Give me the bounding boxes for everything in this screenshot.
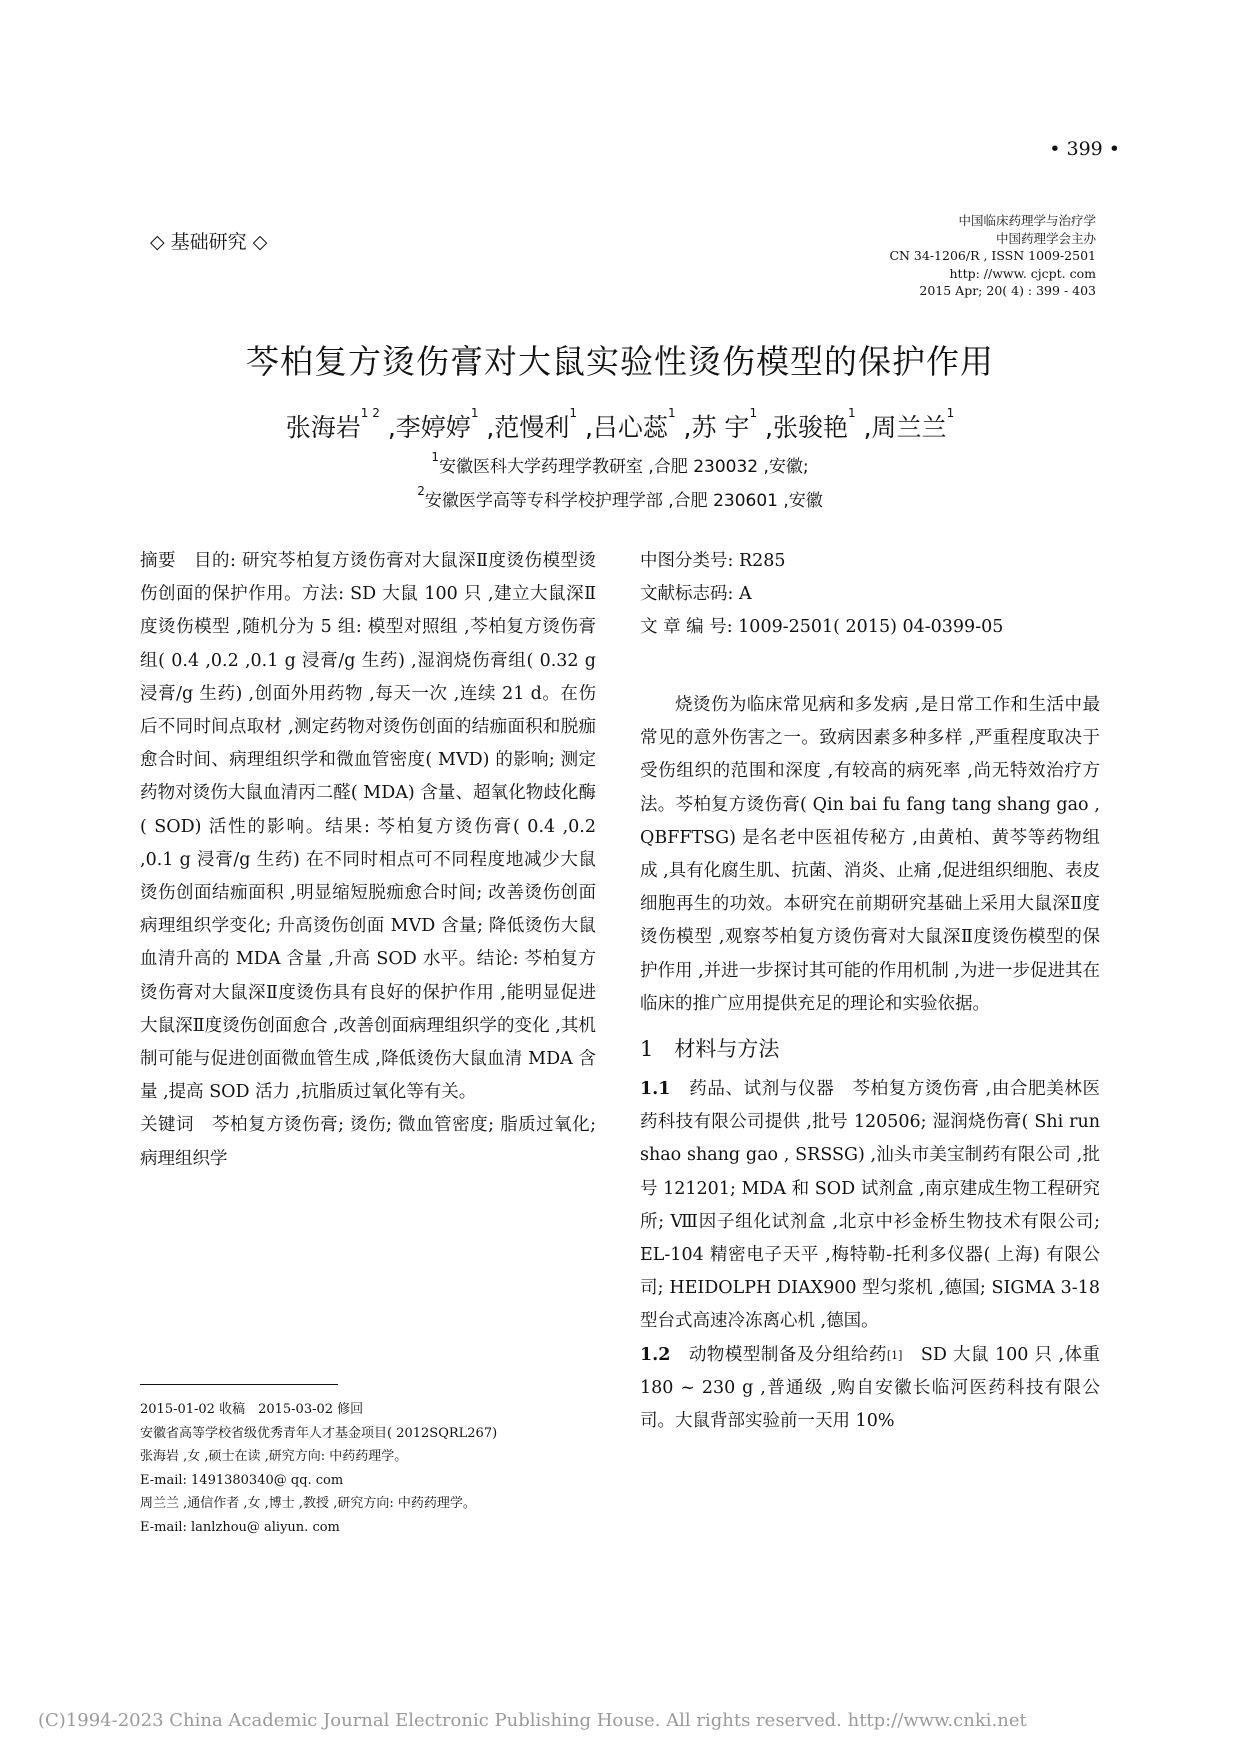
author-affil-sup: 1 2 bbox=[360, 406, 380, 420]
author-name: 苏 宇 bbox=[691, 413, 750, 442]
author-name: 周兰兰 bbox=[871, 413, 947, 442]
footnote-email-1[interactable]: E-mail: 1491380340@ qq. com bbox=[140, 1472, 344, 1488]
subsection-text: 芩柏复方烫伤膏 ,由合肥美林医药科技有限公司提供 ,批号 120506; 湿润烧伤膏( Shi run shao shang gao , SRSSG) ,汕头市美宝制药有限公司 ,批号 121201; MDA 和 SOD 试剂盒 ,南京建成生物工程研究所; Ⅷ因子组化试剂盒 ,北京中衫金桥生物技术有限公司; EL-104 精密电子天平 ,梅特勒-托利多仪器( 上海) 有限公司; HEIDOLPH DIAX900 型匀浆机 ,德国; SIGMA 3-18 型台式高速冷冻离心机 ,德国。 bbox=[640, 1079, 1101, 1332]
author-name: 范慢利 bbox=[494, 413, 570, 442]
introduction: 烧烫伤为临床常见病和多发病 ,是日常工作和生活中最常见的意外伤害之一。致病因素多种多样 ,严重程度取决于受伤组织的范围和深度 ,有较高的病死率 ,尚无特效治疗方法。芩柏复方烫伤膏( Qin bai fu fang tang shang gao , QBFFTSG) 是名老中医祖传秘方 ,由黄柏、黄芩等药物组成 ,具有化腐生肌、抗菌、消炎、止痛 ,促进组织细胞、表皮细胞再生的功效。本研究在前期研究基础上采用大鼠深Ⅱ度烫伤模型 ,观察芩柏复方烫伤膏对大鼠深Ⅱ度烫伤模型的保护作用 ,并进一步探讨其可能的作用机制 ,为进一步促进其在临床的推广应用提供充足的理论和实验依据。 bbox=[640, 695, 1100, 1014]
article-no-line bbox=[640, 611, 1100, 644]
affiliation-1 bbox=[100, 452, 1140, 477]
article-no-label: 文 章 编 号: bbox=[640, 617, 733, 637]
doc-code-label: 文献标志码: bbox=[640, 584, 734, 604]
journal-name: 中国临床药理学与治疗学 bbox=[958, 213, 1096, 228]
author-affil-sup: 1 bbox=[470, 406, 479, 420]
journal-sponsor: 中国药理学会主办 bbox=[995, 230, 1096, 246]
abstract-label: 摘要 bbox=[140, 551, 177, 571]
left-column bbox=[140, 545, 596, 1176]
affiliation-2 bbox=[100, 486, 1140, 511]
author-name: 张骏艳 bbox=[772, 413, 848, 442]
affiliation-sup: 1 bbox=[431, 450, 439, 464]
abstract-text: 目的: 研究芩柏复方烫伤膏对大鼠深Ⅱ度烫伤模型烫伤创面的保护作用。方法: SD 大鼠 100 只 ,建立大鼠深Ⅱ度烫伤模型 ,随机分为 5 组: 模型对照组 ,芩柏复方烫伤膏组( 0.4 ,0.2 ,0.1 g 浸膏/g 生药) ,湿润烧伤膏组( 0.32 g 浸膏/g 生药) ,创面外用药物 ,每天一次 ,连续 21 d。在伤后不同时间点取材 ,测定药物对烫伤创面的结痂面积和脱痂愈合时间、病理组织学和微血管密度( MVD) 的影响; 测定药物对烫伤大鼠血清丙二醛( MDA) 含量、超氧化物歧化酶( SOD) 活性的影响。结果: 芩柏复方烫伤膏( 0.4 ,0.2 ,0.1 g 浸膏/g 生药) 在不同时相点可不同程度地减少大鼠烫伤创面结痂面积 ,明显缩短脱痂愈合时间; 改善烫伤创面病理组织学变化; 升高烫伤创面 MVD 含量; 降低烫伤大鼠血清升高的 MDA 含量 ,升高 SOD 水平。结论: 芩柏复方烫伤膏对大鼠深Ⅱ度烫伤具有良好的保护作用 ,能明显促进大鼠深Ⅱ度烫伤创面愈合 ,改善创面病理组织学的变化 ,其机制可能与促进创面微血管生成 ,降低烫伤大鼠血清 MDA 含量 ,提高 SOD 活力 ,抗脂质过氧化等有关。 bbox=[140, 551, 597, 1103]
copyright-watermark: (C)1994-2023 China Academic Journal Electronic Publishing House. All rights reserved. http://www.cnki.net bbox=[38, 1710, 1027, 1731]
keywords-label: 关键词 bbox=[140, 1115, 195, 1136]
subsection-1-1 bbox=[640, 1073, 1100, 1339]
affiliation-text: 安徽医学高等专科学校护理学部 ,合肥 230601 ,安徽 bbox=[424, 491, 823, 511]
footnote-divider bbox=[140, 1384, 338, 1385]
section-number: 1 bbox=[640, 1037, 654, 1062]
article-no-value: 1009-2501( 2015) 04-0399-05 bbox=[738, 617, 1004, 637]
section-title: 材料与方法 bbox=[674, 1037, 780, 1062]
citation-ref[interactable]: [1] bbox=[886, 1348, 903, 1362]
subsection-1-2 bbox=[640, 1339, 1100, 1439]
subsection-title: 动物模型制备及分组给药 bbox=[688, 1344, 887, 1365]
author-name: 李婷婷 bbox=[395, 413, 471, 442]
subsection-number: 1.2 bbox=[640, 1344, 671, 1365]
paper-title: 芩柏复方烫伤膏对大鼠实验性烫伤模型的保护作用 bbox=[246, 342, 994, 381]
footnotes bbox=[140, 1398, 610, 1539]
doc-code-value: A bbox=[738, 584, 752, 604]
keywords bbox=[140, 1109, 596, 1175]
author-affil-sup: 1 bbox=[667, 406, 676, 420]
journal-url[interactable]: http: //www. cjcpt. com bbox=[949, 265, 1096, 281]
author-list: 张海岩$^{1 2}$ ,李婷婷$^1$ ,范慢利$^1$ ,吕心蕊$^1$ ,苏 宇$^1$ ,张骏艳$^1$ ,周兰兰$^1$ bbox=[285, 406, 955, 442]
affiliation-text: 安徽医科大学药理学教研室 ,合肥 230032 ,安徽; bbox=[438, 457, 809, 477]
author-name: 吕心蕊 bbox=[592, 413, 668, 442]
author-affil-sup: 1 bbox=[749, 406, 758, 420]
author-affil-sup: 1 bbox=[569, 406, 578, 420]
doc-code-line bbox=[640, 578, 1100, 611]
keywords-text: 芩柏复方烫伤膏; 烫伤; 微血管密度; 脂质过氧化; 病理组织学 bbox=[140, 1115, 597, 1169]
author-affil-sup: 1 bbox=[848, 406, 856, 420]
journal-issn: CN 34-1206/R , ISSN 1009-2501 bbox=[889, 248, 1096, 263]
clc-label: 中图分类号: bbox=[640, 551, 734, 571]
subsection-title: 药品、试剂与仪器 bbox=[689, 1079, 835, 1100]
subsection-number: 1.1 bbox=[640, 1079, 671, 1100]
footnote-email-2[interactable]: E-mail: lanlzhou@ aliyun. com bbox=[140, 1519, 340, 1535]
clc-value: R285 bbox=[738, 551, 786, 571]
affiliation-sup: 2 bbox=[417, 484, 425, 498]
footnote-funding: 安徽省高等学校省级优秀青年人才基金项目( 2012SQRL267) bbox=[140, 1425, 498, 1441]
footnote-author-2: 周兰兰 ,通信作者 ,女 ,博士 ,教授 ,研究方向: 中药药理学。 bbox=[140, 1496, 476, 1511]
author-affil-sup: 1 bbox=[946, 406, 955, 420]
section-tag: ◇ 基础研究 ◇ bbox=[150, 231, 268, 253]
journal-info bbox=[760, 212, 1096, 300]
clc-line bbox=[640, 545, 1100, 578]
journal-issue: 2015 Apr; 20( 4) : 399 - 403 bbox=[919, 283, 1096, 298]
subsection-text: SD 大鼠 100 只 ,体重 180 ~ 230 g ,普通级 ,购自安徽长临河医药科技有限公司。大鼠背部实验前一天用 10% bbox=[640, 1344, 1101, 1432]
right-column bbox=[640, 545, 1100, 1438]
footnote-author-1: 张海岩 ,女 ,硕士在读 ,研究方向: 中药药理学。 bbox=[140, 1449, 408, 1464]
page-number: • 399 • bbox=[1049, 138, 1120, 160]
footnote-dates: 2015-01-02 收稿 2015-03-02 修回 bbox=[140, 1402, 364, 1417]
abstract bbox=[140, 545, 596, 1109]
author-name: 张海岩 bbox=[285, 413, 361, 442]
section-heading bbox=[640, 1033, 1100, 1063]
